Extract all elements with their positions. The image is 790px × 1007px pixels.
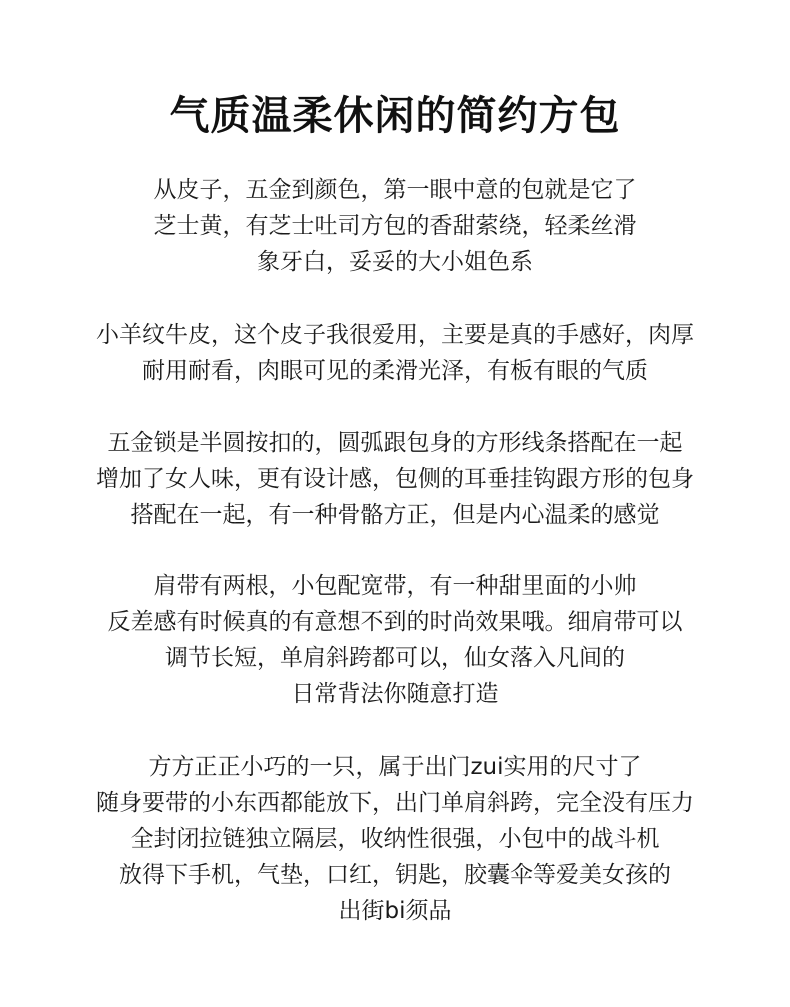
page-title: 气质温柔休闲的简约方包	[169, 93, 621, 139]
paragraph-capacity	[0, 749, 790, 929]
paragraph-materials	[0, 172, 790, 280]
text-line: 调节长短，单肩斜跨都可以，仙女落入凡间的	[165, 645, 625, 671]
text-line: 出街bi须品	[338, 898, 452, 924]
text-line: 搭配在一起，有一种骨骼方正，但是内心温柔的感觉	[130, 502, 660, 528]
text-line: 增加了女人味，更有设计感，包侧的耳垂挂钩跟方形的包身	[96, 466, 694, 492]
text-line: 耐用耐看，肉眼可见的柔滑光泽，有板有眼的气质	[142, 358, 648, 384]
paragraph-straps	[0, 568, 790, 712]
text-line: 小羊纹牛皮，这个皮子我很爱用，主要是真的手感好，肉厚	[96, 322, 694, 348]
text-line: 放得下手机，气垫，口红，钥匙，胶囊伞等爱美女孩的	[119, 862, 671, 888]
text-line: 日常背法你随意打造	[291, 681, 499, 707]
text-line: 芝士黄，有芝士吐司方包的香甜萦绕，轻柔丝滑	[153, 213, 637, 239]
paragraph-hardware	[0, 425, 790, 533]
text-line: 从皮子，五金到颜色，第一眼中意的包就是它了	[153, 177, 637, 203]
paragraph-leather	[0, 317, 790, 389]
text-line: 反差感有时候真的有意想不到的时尚效果哦。细肩带可以	[107, 609, 683, 635]
text-line: 肩带有两根，小包配宽带，有一种甜里面的小帅	[153, 573, 637, 599]
text-line: 五金锁是半圆按扣的，圆弧跟包身的方形线条搭配在一起	[107, 430, 683, 456]
text-line: 象牙白，妥妥的大小姐色系	[257, 249, 533, 275]
text-line: 全封闭拉链独立隔层，收纳性很强，小包中的战斗机	[130, 826, 660, 852]
text-line: 方方正正小巧的一只，属于出门zui实用的尺寸了	[148, 754, 642, 780]
text-line: 随身要带的小东西都能放下，出门单肩斜跨，完全没有压力	[96, 790, 694, 816]
